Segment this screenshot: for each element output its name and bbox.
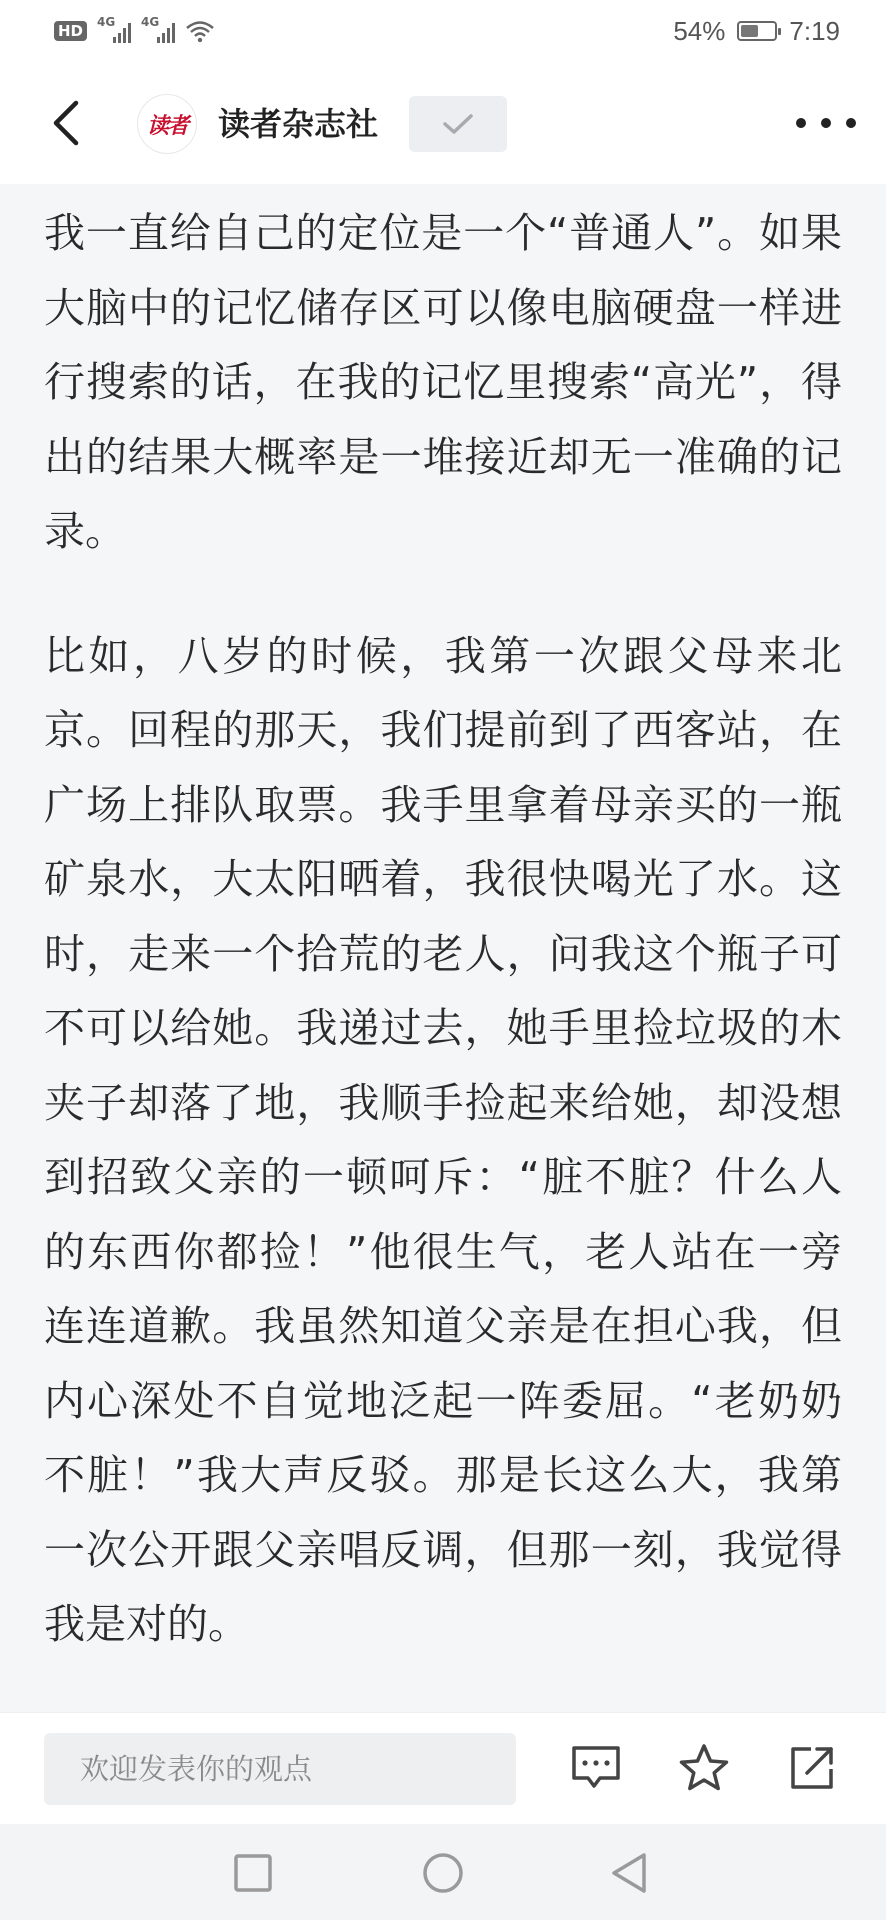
- status-right: [673, 14, 840, 48]
- clock: 7:19: [789, 15, 840, 46]
- article-paragraph: 比如，八岁的时候，我第一次跟父母来北京。回程的那天，我们提前到了西客站，在广场上排队取票。我手里拿着母亲买的一瓶矿泉水，大太阳晒着，我很快喝光了水。这时，走来一个拾荒的老人，问我这个瓶子可不可以给她。我递过去，她手里捡垃圾的木夹子却落了地，我顺手捡起来给她，却没想到招致父亲的一顿呵斥：“脏不脏？什么人的东西你都捡！”他很生气，老人站在一旁连连道歉。我虽然知道父亲是在担心我，但内心深处不自觉地泛起一阵委屈。“老奶奶不脏！”我大声反驳。那是长这么大，我第一次公开跟父亲唱反调，但那一刻，我觉得我是对的。: [44, 631, 842, 1648]
- status-indicators: [54, 14, 215, 48]
- more-options-button[interactable]: [796, 98, 856, 148]
- recent-apps-icon: [233, 1853, 273, 1893]
- share-button[interactable]: [785, 1741, 839, 1795]
- article-body: [44, 196, 842, 1712]
- star-icon: [678, 1743, 730, 1793]
- favorite-button[interactable]: [677, 1741, 731, 1795]
- follow-button[interactable]: [409, 96, 507, 152]
- network-type-label-2: 4G: [141, 15, 160, 29]
- network-type-label-1: 4G: [97, 15, 116, 29]
- back-nav-icon: [608, 1851, 650, 1895]
- home-button[interactable]: [420, 1850, 466, 1896]
- bottom-action-bar: [0, 1712, 886, 1825]
- recent-apps-button[interactable]: [230, 1850, 276, 1896]
- signal-icon-2: [141, 15, 175, 43]
- battery-level-fill: [741, 25, 758, 37]
- system-nav-bar: [0, 1824, 886, 1920]
- status-bar: [0, 0, 886, 62]
- battery-icon: [737, 21, 777, 41]
- channel-name[interactable]: 读者杂志社: [218, 105, 379, 143]
- hd-badge: HD: [54, 21, 87, 41]
- more-dot-icon: [796, 118, 806, 128]
- check-icon: [441, 112, 475, 136]
- comment-button[interactable]: [569, 1741, 623, 1795]
- share-icon: [787, 1743, 837, 1793]
- more-dot-icon: [821, 118, 831, 128]
- comment-input[interactable]: [44, 1733, 516, 1805]
- article-header: [0, 62, 886, 184]
- back-button[interactable]: [40, 92, 90, 154]
- wifi-icon: [185, 19, 215, 43]
- battery-percent: 54%: [673, 15, 726, 46]
- nav-back-button[interactable]: [606, 1850, 652, 1896]
- article-paragraph: 我一直给自己的定位是一个“普通人”。如果大脑中的记忆储存区可以像电脑硬盘一样进行搜索的话，在我的记忆里搜索“高光”，得出的结果大概率是一堆接近却无一准确的记录。: [44, 209, 842, 555]
- chevron-left-icon: [50, 99, 80, 147]
- more-dot-icon: [846, 118, 856, 128]
- home-icon: [421, 1851, 465, 1895]
- signal-icon-1: [97, 15, 131, 43]
- comment-icon: [570, 1744, 622, 1792]
- logo-text: 读者: [146, 112, 187, 139]
- channel-logo[interactable]: [138, 95, 196, 153]
